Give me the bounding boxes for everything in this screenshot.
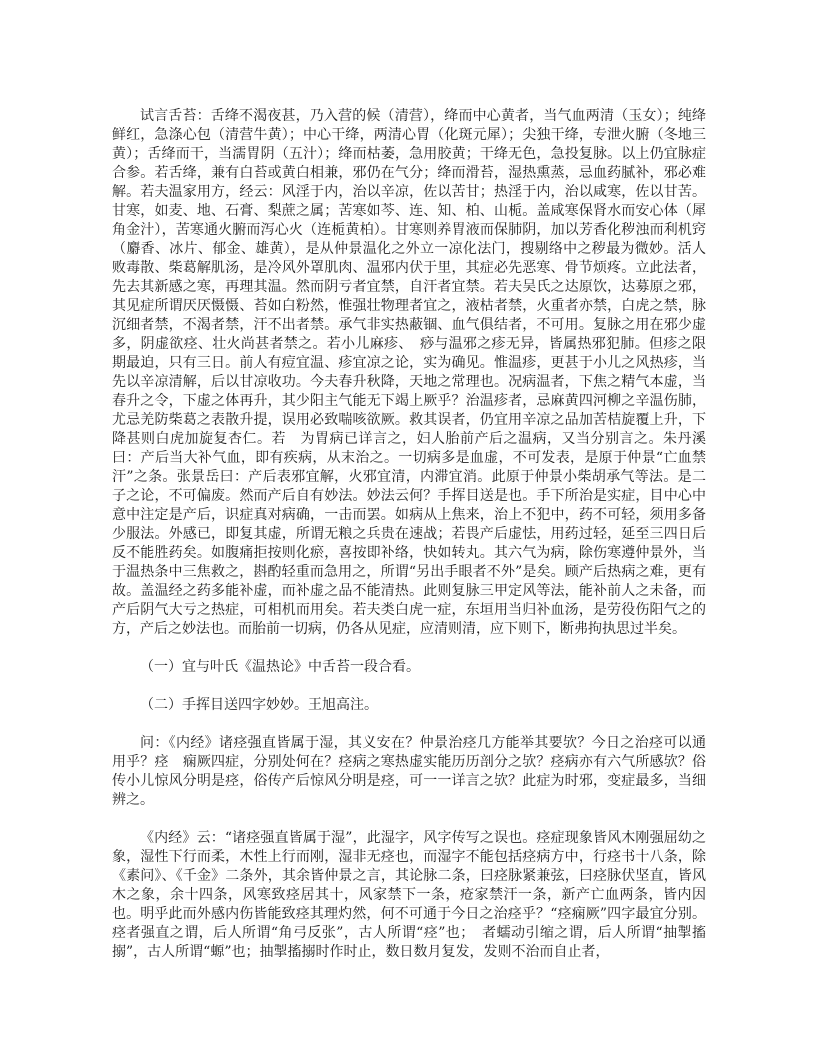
paragraph-note-2: （二）手挥目送四字妙妙。王旭高注。 [140, 697, 378, 713]
paragraph-question: 问：《内经》诸痉强直皆属于湿，其义安在？仲景治痉几方能举其要欤？今日之治痉可以通用乎？痉 痫厥四症，分别处何在？痉病之寒热虚实能历历剖分之欤？痉病亦有六气所感欤？俗传小儿惊风分明是痉，俗传产后惊风分明是痉，可一一详言之欤？此症为时邪，变症最多，当细辨之。 [112, 735, 706, 808]
text-block [112, 107, 706, 962]
paragraph-note-1: （一）宜与叶氏《温热论》中舌苔一段合看。 [140, 659, 420, 675]
paragraph-answer: 《内经》云：“诸痉强直皆属于湿”，此湿字，风字传写之误也。痉症现象皆风木刚强屈幼之象，湿性下行而柔，木性上行而刚，湿非无痉也，而湿字不能包括痉病方中，行痉书十八条，除《素问》、《千金》二条外，其余皆仲景之言，其论脉二条，曰痉脉紧兼弦，曰痉脉伏坚直，皆风木之象，余十四条，风寒致痉居其十，风家禁下一条，疮家禁汗一条，新产亡血两条，皆内因也。明乎此而外感内伤皆能致痉其理灼然，何不可通于今日之治痉乎？“痉痫厥”四字最宜分别。痉者强直之谓，后人所谓“角弓反张”，古人所谓“痉”也； 者蠕动引缩之谓，后人所谓“抽掣搐搦”，古人所谓“螈”也；抽掣搐搦时作时止，数日数月复发，发则不治而自止者， [112, 830, 706, 960]
paragraph-tongue-coating: 试言舌苔：舌绛不渴夜甚，乃入营的候（清营），绛而中心黄者，当气血两清（玉女）；纯绛鲜红，急涤心包（清营牛黄）；中心干绛，两清心胃（化斑元犀）；尖独干绛，专泄火腑（冬地三黄）；舌绛而干，当濡胃阴（五汁）；绛而枯萎，急用胶黄；干绛无色，急投复脉。以上仍宜脉症合参。若舌绛，兼有白苔或黄白相兼，邪仍在气分；绛而滑苔，湿热熏蒸，忌血药腻补，邪必难解。若夫温家用方，经云：风淫于内，治以辛凉，佐以苦甘；热淫于内，治以咸寒，佐以甘苦。甘寒，如麦、地、石膏、梨蔗之属；苦寒如芩、连、知、柏、山栀。盖咸寒保肾水而安心体（犀角金汁），苦寒通火腑而泻心火（连栀黄柏）。甘寒则养胃液而保肺阴，加以芳香化秽浊而利机窍（麝香、冰片、郁金、雄黄），是从仲景温化之外立一凉化法门，搜剔络中之秽最为微妙。活人败毒散、柴葛解肌汤，是冷风外罩肌肉、温邪内伏于里，其症必先恶寒、骨节烦疼。立此法者，先去其新感之寒，再理其温。然而阴亏者宜禁，自汗者宜禁。若夫吴氏之达原饮，达募原之邪，其见症所谓厌厌慑慑、苔如白粉然，惟强壮物理者宜之，液枯者禁，火重者亦禁，白虎之禁，脉沉细者禁，不渴者禁，汗不出者禁。承气非实热蔽锢、血气俱结者，不可用。复脉之用在邪少虚多，阴虚欲痉、壮火尚甚者禁之。若小儿麻疹、 痧与温邪之疹无异，皆属热邪犯肺。但疹之限期最迫，只有三日。前人有痘宜温、疹宜凉之论，实为确见。惟温疹，更甚于小儿之风热疹，当先以辛凉清解，后以甘凉收功。今夫春升秋降，天地之常理也。况病温者，下焦之精气本虚，当春升之令，下虚之体再升，其少阳主气能无下竭上厥乎？治温疹者，忌麻黄四河柳之辛温伤肺，尤忌羌防柴葛之表散升提，误用必致喘咳欲厥。救其误者，仍宜用辛凉之品加苦桔旋覆上升，下降甚则白虎加旋复杏仁。若 为胃病已详言之，妇人胎前产后之温病，又当分别言之。朱丹溪曰：产后当大补气血，即有疾病，从末治之。一切病多是血虚，不可发表，是原于仲景“亡血禁汗”之条。张景岳曰：产后表邪宜解，火邪宜清，内滞宜消。此原于仲景小柴胡承气等法。是二子之论，不可偏废。然而产后自有妙法。妙法云何？手挥目送是也。手下所治是实症，目中心中意中注定是产后，识症真对病确，一击而罢。如病从上焦来，治上不犯中，药不可轻，须用多备少服法。外感已，即复其虚，所谓无粮之兵贵在速战；若畏产后虚怯，用药过轻，延至三四日后反不能胜药矣。如腹痛拒按则化瘀，喜按即补络，快如转丸。其六气为病，除伤寒遵仲景外，当于温热条中三焦救之，斟酌轻重而急用之，所谓“另出手眼者不外”是矣。顾产后热病之难，更有故。盖温经之药多能补虚，而补虚之品不能清热。此则复脉三甲定风等法，能补前人之未备，而产后阴气大亏之热症，可相机而用矣。若夫类白虎一症，东垣用当归补血汤，是劳役伤阳气之的方，产后之妙法也。而胎前一切病，仍各从见症，应清则清，应下则下，断弗拘执思过半矣。 [112, 108, 706, 637]
